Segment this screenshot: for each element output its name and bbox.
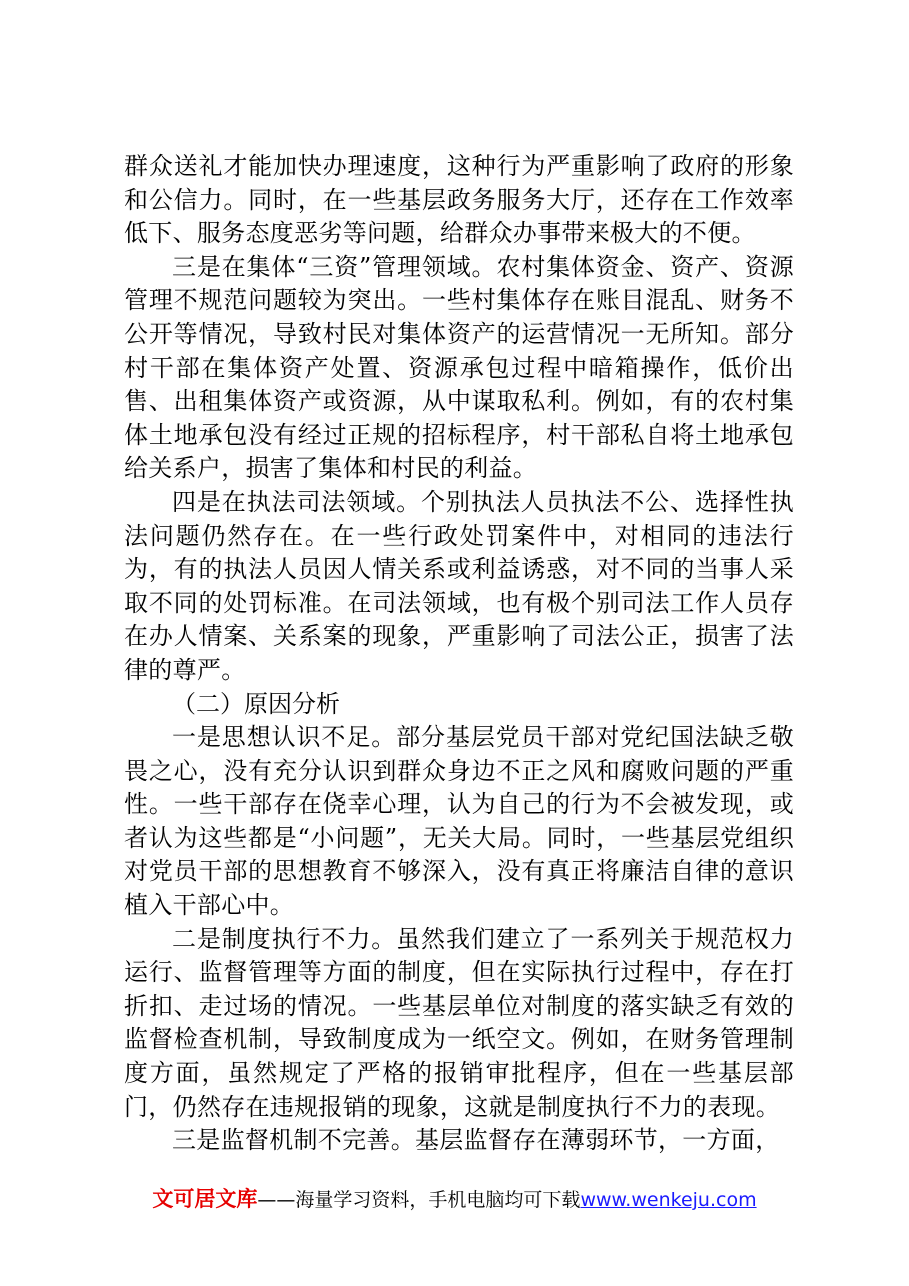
paragraph-system-execution: 二是制度执行不力。虽然我们建立了一系列关于规范权力运行、监督管理等方面的制度，但在实际执行过程中，存在打折扣、走过场的情况。一些基层单位对制度的落实缺乏有效的监督检查机制，导致制度成为一纸空文。例如，在财务管理制度方面，虽然规定了严格的报销审批程序，但在一些基层部门，仍然存在违规报销的现象，这就是制度执行不力的表现。 — [124, 924, 794, 1121]
paragraph-law-enforcement: 四是在执法司法领域。个别执法人员执法不公、选择性执法问题仍然存在。在一些行政处罚案件中，对相同的违法行为，有的执法人员因人情关系或利益诱惑，对不同的当事人采取不同的处罚标准。在司法领域，也有极个别司法工作人员存在办人情案、关系案的现象，严重影响了司法公正，损害了法律的尊严。 — [124, 487, 794, 684]
section-heading: （二）原因分析 — [172, 689, 340, 718]
paragraph-collective-assets: 三是在集体“三资”管理领域。农村集体资金、资产、资源管理不规范问题较为突出。一些村集体存在账目混乱、财务不公开等情况，导致村民对集体资产的运营情况一无所知。部分村干部在集体资产处置、资源承包过程中暗箱操作，低价出售、出租集体资产或资源，从中谋取私利。例如，有的农村集体土地承包没有经过正规的招标程序，村干部私自将土地承包给关系户，损害了集体和村民的利益。 — [124, 252, 794, 483]
paragraph-supervision: 三是监督机制不完善。基层监督存在薄弱环节，一方面， — [172, 1126, 780, 1155]
paragraph-awareness: 一是思想认识不足。部分基层党员干部对党纪国法缺乏敬畏之心，没有充分认识到群众身边不正之风和腐败问题的严重性。一些干部存在侥幸心理，认为自己的行为不会被发现，或者认为这些都是“小问题”，无关大局。同时，一些基层党组织对党员干部的思想教育不够深入，没有真正将廉洁自律的意识植入干部心中。 — [124, 723, 794, 920]
footer-brand: 文可居文库 — [152, 1187, 258, 1211]
footer-banner — [0, 1183, 909, 1213]
paragraph-continuation: 群众送礼才能加快办理速度，这种行为严重影响了政府的形象和公信力。同时，在一些基层政务服务大厅，还存在工作效率低下、服务态度恶劣等问题，给群众办事带来极大的不便。 — [124, 152, 794, 248]
footer-url-link[interactable]: www.wenkeju.com — [580, 1189, 757, 1211]
document-body — [124, 150, 794, 1158]
footer-tagline: ——海量学习资料，手机电脑均可下载 — [257, 1189, 581, 1211]
